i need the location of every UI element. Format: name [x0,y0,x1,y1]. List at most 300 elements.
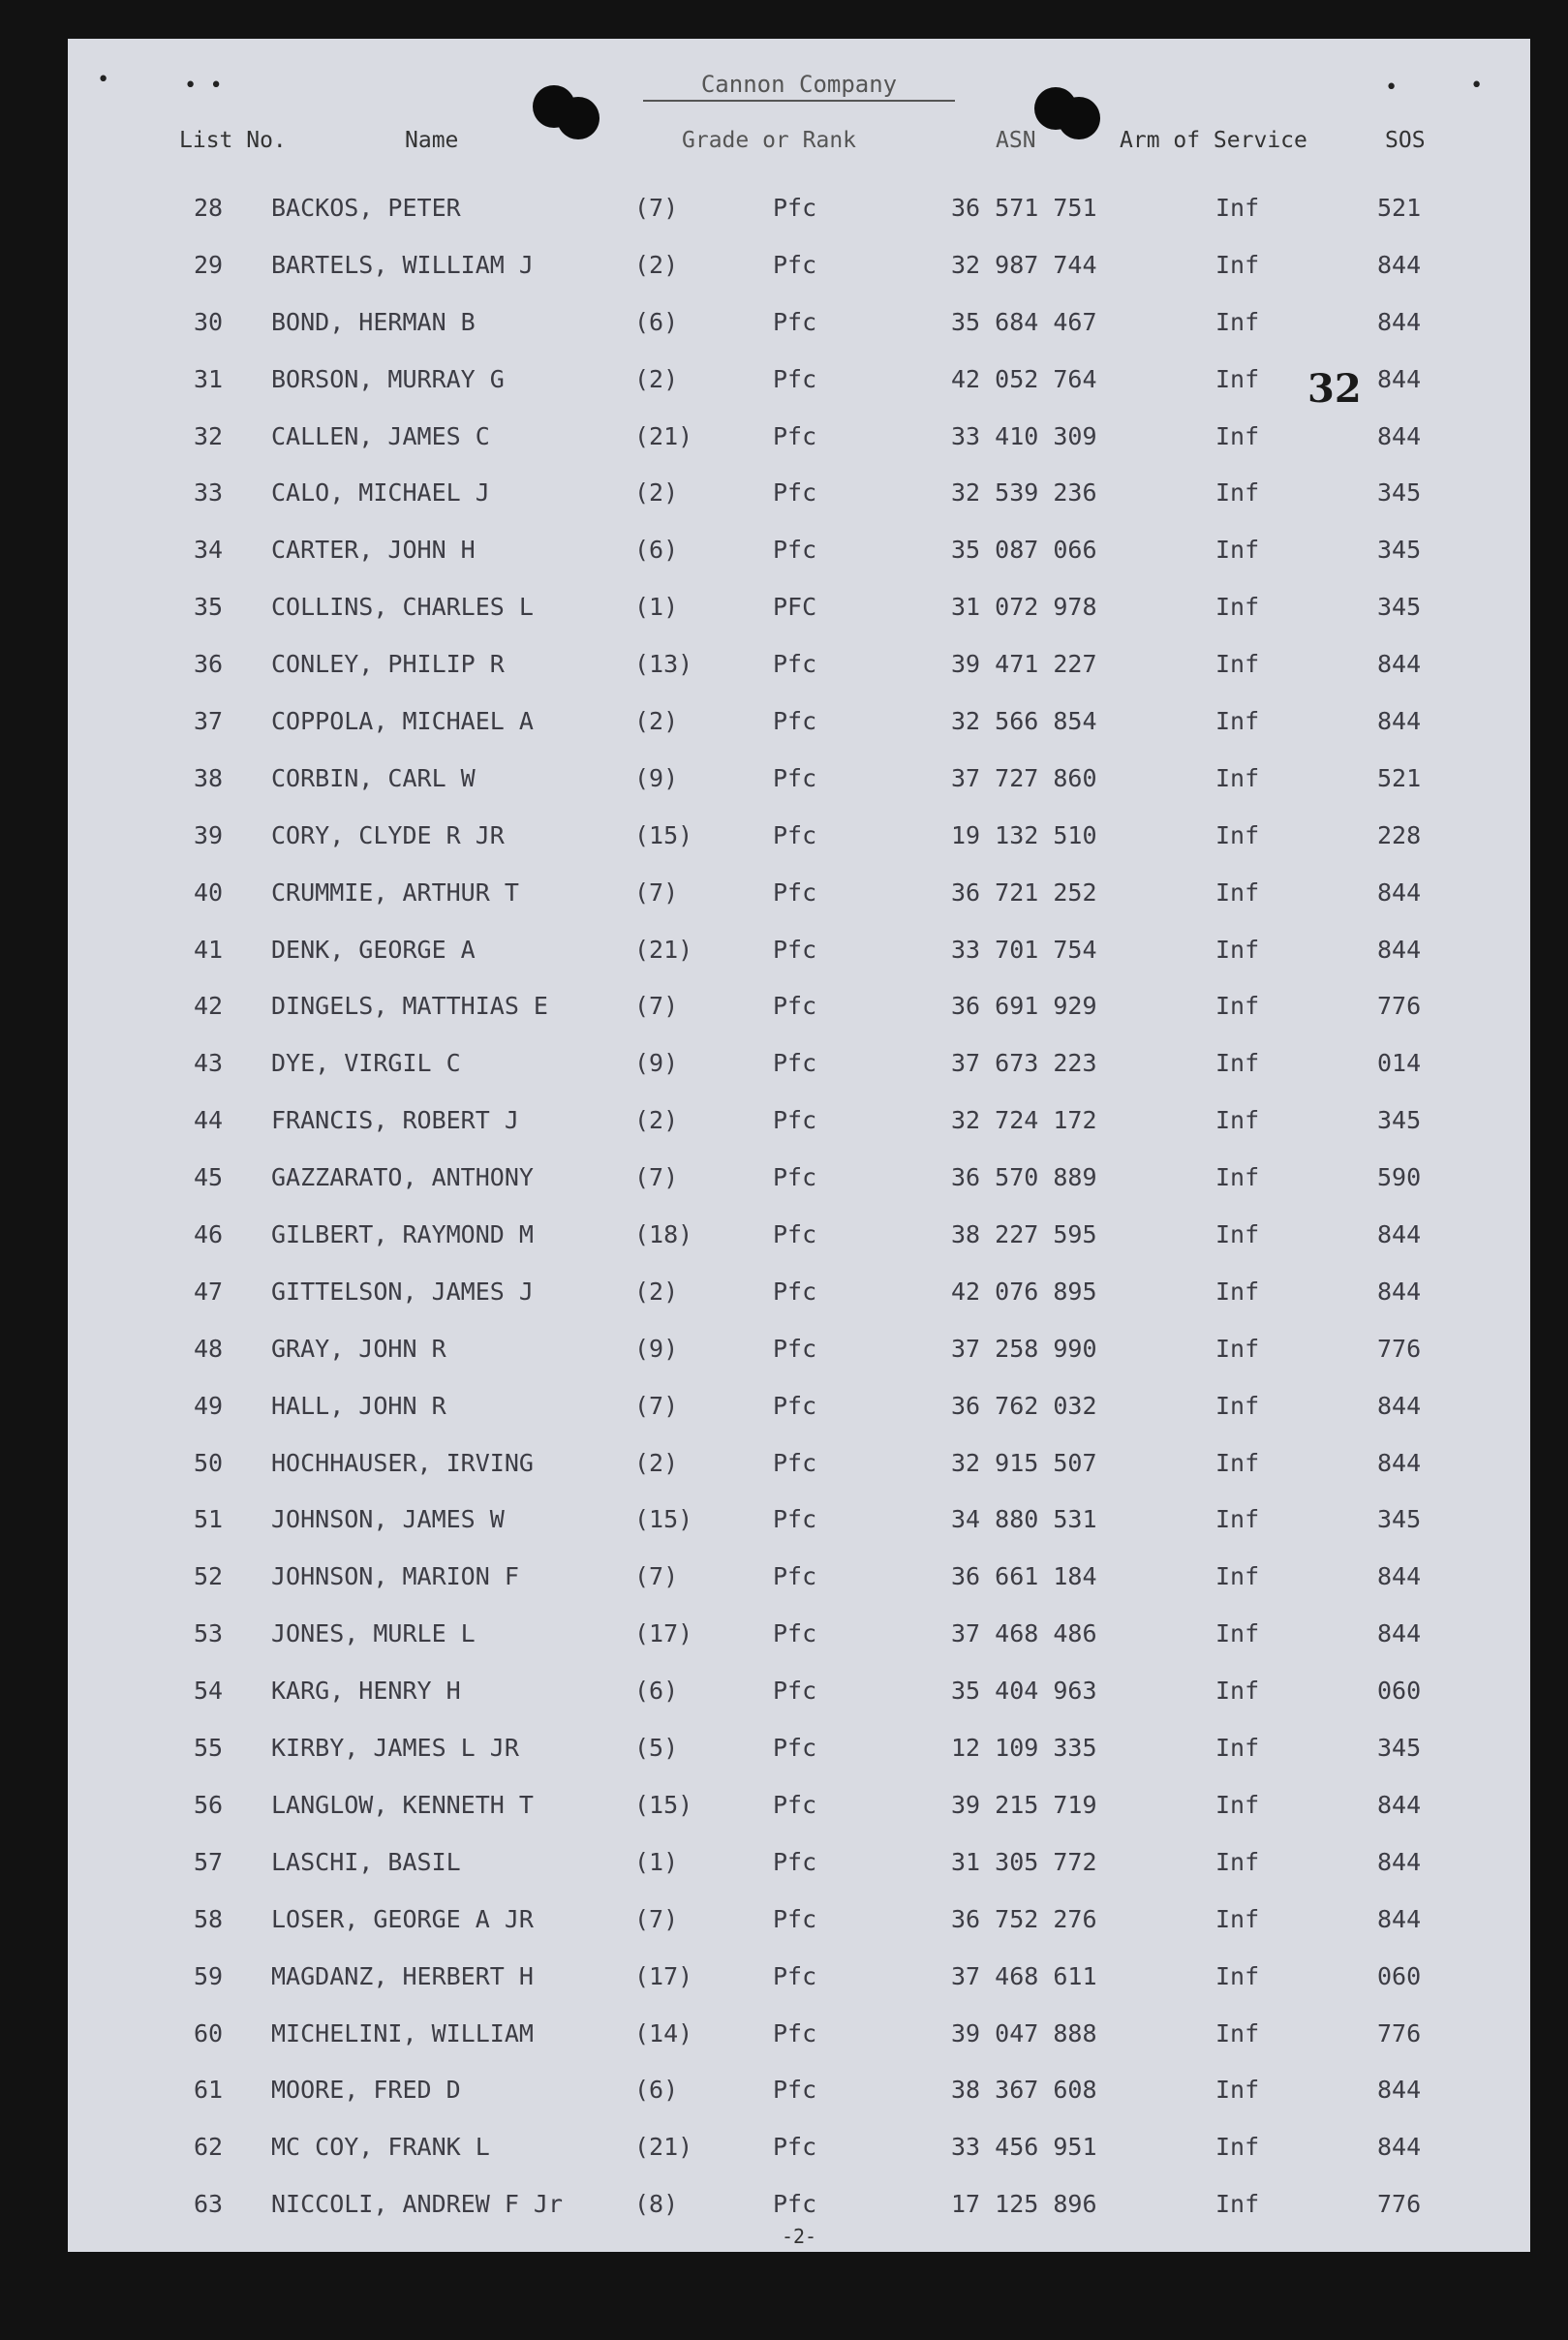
soldier-name: DINGELS, MATTHIAS E [271,992,548,1021]
soldier-name: CONLEY, PHILIP R [271,650,505,679]
code: 844 [1377,1391,1422,1420]
header-grade-or-rank: Grade or Rank [682,128,857,153]
list-number: 29 [194,250,224,279]
list-number: 38 [194,763,224,792]
code: 521 [1377,763,1422,792]
rank: Pfc [773,1277,817,1306]
list-number: 49 [194,1391,224,1420]
soldier-name: NICCOLI, ANDREW F Jr [271,2190,564,2219]
soldier-name: HALL, JOHN R [271,1391,446,1420]
code: 060 [1377,1961,1422,1990]
arm-of-service: Inf [1215,593,1260,622]
punch-dot: • [97,68,110,92]
arm-of-service: Inf [1215,1619,1260,1648]
code: 014 [1377,1049,1422,1078]
rank: Pfc [773,1334,817,1363]
table-row [68,308,1530,365]
asn: 31 072 978 [951,593,1097,622]
asn: 33 701 754 [951,935,1097,964]
grade-code: (7) [634,194,679,222]
table-row [68,1562,1530,1619]
arm-of-service: Inf [1215,536,1260,565]
asn: 36 691 929 [951,992,1097,1021]
rank: Pfc [773,1619,817,1648]
list-number: 56 [194,1790,224,1819]
list-number: 55 [194,1734,224,1763]
list-number: 30 [194,307,224,336]
code: 844 [1377,307,1422,336]
code: 844 [1377,1562,1422,1591]
code: 776 [1377,2190,1422,2219]
asn: 36 762 032 [951,1391,1097,1420]
arm-of-service: Inf [1215,1961,1260,1990]
list-number: 57 [194,1847,224,1876]
grade-code: (15) [634,820,693,849]
table-row [68,764,1530,821]
code: 844 [1377,2076,1422,2105]
header-code: SOS [1385,128,1426,153]
grade-code: (2) [634,250,679,279]
arm-of-service: Inf [1215,2190,1260,2219]
grade-code: (21) [634,935,693,964]
rank: Pfc [773,1391,817,1420]
list-number: 28 [194,194,224,222]
arm-of-service: Inf [1215,1448,1260,1477]
asn: 42 052 764 [951,364,1097,393]
list-number: 37 [194,707,224,736]
asn: 19 132 510 [951,820,1097,849]
asn: 39 471 227 [951,650,1097,679]
asn: 36 721 252 [951,878,1097,907]
punch-dot: • [1470,74,1484,98]
rank: Pfc [773,820,817,849]
rank: Pfc [773,1049,817,1078]
code: 228 [1377,820,1422,849]
rank: Pfc [773,1847,817,1876]
header-name: Name [405,128,459,153]
asn: 33 456 951 [951,2133,1097,2162]
table-row [68,1619,1530,1677]
soldier-name: CALO, MICHAEL J [271,478,490,508]
rank: Pfc [773,1790,817,1819]
asn: 32 566 854 [951,707,1097,736]
list-number: 45 [194,1163,224,1192]
header-asn: ASN [996,128,1036,153]
asn: 37 673 223 [951,1049,1097,1078]
grade-code: (7) [634,878,679,907]
code: 844 [1377,364,1422,393]
table-row [68,593,1530,650]
arm-of-service: Inf [1215,1220,1260,1249]
soldier-name: DENK, GEORGE A [271,935,476,964]
table-row [68,1848,1530,1905]
rank: Pfc [773,250,817,279]
rank: Pfc [773,307,817,336]
asn: 35 087 066 [951,536,1097,565]
grade-code: (17) [634,1619,693,1648]
soldier-name: BORSON, MURRAY G [271,364,505,393]
arm-of-service: Inf [1215,878,1260,907]
code: 844 [1377,1277,1422,1306]
grade-code: (17) [634,1961,693,1990]
grade-code: (5) [634,1734,679,1763]
soldier-name: JOHNSON, JAMES W [271,1505,505,1534]
header-arm-of-service: Arm of Service [1120,128,1307,153]
rank: Pfc [773,707,817,736]
code: 060 [1377,1677,1422,1706]
code: 521 [1377,194,1422,222]
grade-code: (13) [634,650,693,679]
rank: Pfc [773,1106,817,1135]
soldier-name: COPPOLA, MICHAEL A [271,707,534,736]
table-row [68,650,1530,707]
ink-blot [557,97,600,139]
code: 844 [1377,1220,1422,1249]
list-number: 59 [194,1961,224,1990]
asn: 39 047 888 [951,2018,1097,2048]
list-number: 41 [194,935,224,964]
grade-code: (21) [634,2133,693,2162]
soldier-name: DYE, VIRGIL C [271,1049,461,1078]
list-number: 42 [194,992,224,1021]
code: 345 [1377,1106,1422,1135]
arm-of-service: Inf [1215,1677,1260,1706]
soldier-name: HOCHHAUSER, IRVING [271,1448,534,1477]
soldier-name: GITTELSON, JAMES J [271,1277,534,1306]
punch-dot: • • [184,74,223,98]
asn: 32 915 507 [951,1448,1097,1477]
arm-of-service: Inf [1215,763,1260,792]
list-number: 39 [194,820,224,849]
code: 345 [1377,1734,1422,1763]
code: 776 [1377,2018,1422,2048]
code: 590 [1377,1163,1422,1192]
arm-of-service: Inf [1215,1505,1260,1534]
code: 844 [1377,250,1422,279]
table-row [68,1049,1530,1106]
table-row [68,936,1530,993]
list-number: 52 [194,1562,224,1591]
soldier-name: GAZZARATO, ANTHONY [271,1163,534,1192]
asn: 32 987 744 [951,250,1097,279]
table-row [68,365,1530,422]
soldier-name: CRUMMIE, ARTHUR T [271,878,519,907]
list-number: 48 [194,1334,224,1363]
grade-code: (6) [634,536,679,565]
list-number: 50 [194,1448,224,1477]
arm-of-service: Inf [1215,1904,1260,1933]
rank: Pfc [773,478,817,508]
arm-of-service: Inf [1215,421,1260,450]
list-number: 44 [194,1106,224,1135]
arm-of-service: Inf [1215,2133,1260,2162]
grade-code: (7) [634,1562,679,1591]
table-row [68,2133,1530,2190]
rank: PFC [773,593,817,622]
grade-code: (18) [634,1220,693,1249]
table-row [68,536,1530,593]
rank: Pfc [773,194,817,222]
list-number: 31 [194,364,224,393]
soldier-name: BACKOS, PETER [271,194,461,222]
code: 345 [1377,1505,1422,1534]
asn: 37 258 990 [951,1334,1097,1363]
rank: Pfc [773,763,817,792]
asn: 37 468 486 [951,1619,1097,1648]
rank: Pfc [773,1163,817,1192]
asn: 34 880 531 [951,1505,1097,1534]
soldier-name: CALLEN, JAMES C [271,421,490,450]
list-number: 32 [194,421,224,450]
arm-of-service: Inf [1215,1163,1260,1192]
rank: Pfc [773,1961,817,1990]
soldier-name: CORY, CLYDE R JR [271,820,505,849]
grade-code: (9) [634,1334,679,1363]
soldier-name: LOSER, GEORGE A JR [271,1904,534,1933]
table-row [68,1278,1530,1335]
list-number: 47 [194,1277,224,1306]
soldier-name: CARTER, JOHN H [271,536,476,565]
grade-code: (7) [634,1163,679,1192]
grade-code: (7) [634,992,679,1021]
code: 844 [1377,2133,1422,2162]
list-number: 54 [194,1677,224,1706]
asn: 35 684 467 [951,307,1097,336]
table-row [68,194,1530,251]
rank: Pfc [773,2133,817,2162]
grade-code: (6) [634,1677,679,1706]
grade-code: (1) [634,1847,679,1876]
punch-dot: • [1385,76,1399,100]
asn: 37 727 860 [951,763,1097,792]
arm-of-service: Inf [1215,1049,1260,1078]
rank: Pfc [773,2190,817,2219]
soldier-name: BARTELS, WILLIAM J [271,250,534,279]
rank: Pfc [773,421,817,450]
table-row [68,1505,1530,1562]
list-number: 62 [194,2133,224,2162]
asn: 36 570 889 [951,1163,1097,1192]
code: 345 [1377,536,1422,565]
soldier-name: MAGDANZ, HERBERT H [271,1961,534,1990]
grade-code: (2) [634,1106,679,1135]
rank: Pfc [773,1562,817,1591]
code: 844 [1377,1790,1422,1819]
table-row [68,992,1530,1049]
arm-of-service: Inf [1215,1391,1260,1420]
grade-code: (7) [634,1904,679,1933]
table-row [68,1449,1530,1506]
rank: Pfc [773,1904,817,1933]
asn: 37 468 611 [951,1961,1097,1990]
soldier-name: JONES, MURLE L [271,1619,476,1648]
list-number: 34 [194,536,224,565]
rank: Pfc [773,2018,817,2048]
code: 844 [1377,1448,1422,1477]
header-list-no: List No. [179,128,287,153]
rank: Pfc [773,992,817,1021]
grade-code: (2) [634,707,679,736]
soldier-name: CORBIN, CARL W [271,763,476,792]
code: 844 [1377,878,1422,907]
page-stamp-number: 32 [1307,366,1362,412]
list-number: 43 [194,1049,224,1078]
table-row [68,878,1530,936]
asn: 12 109 335 [951,1734,1097,1763]
grade-code: (6) [634,2076,679,2105]
rank: Pfc [773,536,817,565]
soldier-name: KARG, HENRY H [271,1677,461,1706]
grade-code: (15) [634,1790,693,1819]
list-number: 58 [194,1904,224,1933]
code: 776 [1377,1334,1422,1363]
arm-of-service: Inf [1215,307,1260,336]
asn: 36 661 184 [951,1562,1097,1591]
soldier-name: BOND, HERMAN B [271,307,476,336]
soldier-name: FRANCIS, ROBERT J [271,1106,519,1135]
page-footer: -2- [781,2225,817,2248]
arm-of-service: Inf [1215,1106,1260,1135]
table-row [68,1163,1530,1220]
list-number: 36 [194,650,224,679]
list-number: 35 [194,593,224,622]
rank: Pfc [773,364,817,393]
asn: 38 367 608 [951,2076,1097,2105]
table-row [68,1220,1530,1278]
rank: Pfc [773,1677,817,1706]
table-row [68,251,1530,308]
soldier-name: COLLINS, CHARLES L [271,593,534,622]
table-row [68,1791,1530,1848]
rank: Pfc [773,935,817,964]
arm-of-service: Inf [1215,2076,1260,2105]
rank: Pfc [773,1505,817,1534]
code: 844 [1377,1847,1422,1876]
arm-of-service: Inf [1215,194,1260,222]
rank: Pfc [773,1734,817,1763]
list-number: 40 [194,878,224,907]
list-number: 53 [194,1619,224,1648]
arm-of-service: Inf [1215,707,1260,736]
soldier-name: GRAY, JOHN R [271,1334,446,1363]
table-row [68,1392,1530,1449]
grade-code: (14) [634,2018,693,2048]
asn: 32 724 172 [951,1106,1097,1135]
arm-of-service: Inf [1215,1562,1260,1591]
table-row [68,1734,1530,1791]
arm-of-service: Inf [1215,1277,1260,1306]
arm-of-service: Inf [1215,650,1260,679]
list-number: 61 [194,2076,224,2105]
asn: 42 076 895 [951,1277,1097,1306]
list-number: 33 [194,478,224,508]
code: 844 [1377,935,1422,964]
grade-code: (9) [634,1049,679,1078]
rank: Pfc [773,1220,817,1249]
asn: 39 215 719 [951,1790,1097,1819]
table-row [68,1106,1530,1163]
list-number: 46 [194,1220,224,1249]
document-title: Cannon Company [68,71,1530,98]
arm-of-service: Inf [1215,1334,1260,1363]
asn: 17 125 896 [951,2190,1097,2219]
soldier-name: MC COY, FRANK L [271,2133,490,2162]
grade-code: (2) [634,1277,679,1306]
rank: Pfc [773,878,817,907]
grade-code: (15) [634,1505,693,1534]
soldier-name: MICHELINI, WILLIAM [271,2018,534,2048]
code: 345 [1377,593,1422,622]
grade-code: (1) [634,593,679,622]
asn: 36 752 276 [951,1904,1097,1933]
arm-of-service: Inf [1215,478,1260,508]
soldier-name: GILBERT, RAYMOND M [271,1220,534,1249]
asn: 31 305 772 [951,1847,1097,1876]
arm-of-service: Inf [1215,1790,1260,1819]
table-row [68,422,1530,479]
grade-code: (2) [634,478,679,508]
table-row [68,821,1530,878]
asn: 38 227 595 [951,1220,1097,1249]
arm-of-service: Inf [1215,2018,1260,2048]
code: 844 [1377,707,1422,736]
table-row [68,707,1530,764]
document-page [68,39,1530,2252]
table-row [68,1335,1530,1392]
table-row [68,2019,1530,2077]
code: 776 [1377,992,1422,1021]
list-number: 63 [194,2190,224,2219]
arm-of-service: Inf [1215,820,1260,849]
arm-of-service: Inf [1215,935,1260,964]
code: 844 [1377,421,1422,450]
grade-code: (7) [634,1391,679,1420]
code: 844 [1377,650,1422,679]
list-number: 60 [194,2018,224,2048]
grade-code: (9) [634,763,679,792]
table-row [68,2076,1530,2133]
asn: 32 539 236 [951,478,1097,508]
arm-of-service: Inf [1215,364,1260,393]
grade-code: (2) [634,364,679,393]
grade-code: (6) [634,307,679,336]
rank: Pfc [773,1448,817,1477]
soldier-name: LANGLOW, KENNETH T [271,1790,534,1819]
rank: Pfc [773,2076,817,2105]
table-row [68,1962,1530,2019]
table-row [68,1905,1530,1962]
roster-list [68,194,1530,2247]
asn: 36 571 751 [951,194,1097,222]
asn: 33 410 309 [951,421,1097,450]
ink-blot [1058,97,1100,139]
asn: 35 404 963 [951,1677,1097,1706]
arm-of-service: Inf [1215,1734,1260,1763]
soldier-name: MOORE, FRED D [271,2076,461,2105]
arm-of-service: Inf [1215,1847,1260,1876]
list-number: 51 [194,1505,224,1534]
grade-code: (2) [634,1448,679,1477]
table-row [68,478,1530,536]
code: 844 [1377,1904,1422,1933]
arm-of-service: Inf [1215,992,1260,1021]
soldier-name: JOHNSON, MARION F [271,1562,519,1591]
rank: Pfc [773,650,817,679]
soldier-name: LASCHI, BASIL [271,1847,461,1876]
code: 345 [1377,478,1422,508]
grade-code: (8) [634,2190,679,2219]
grade-code: (21) [634,421,693,450]
